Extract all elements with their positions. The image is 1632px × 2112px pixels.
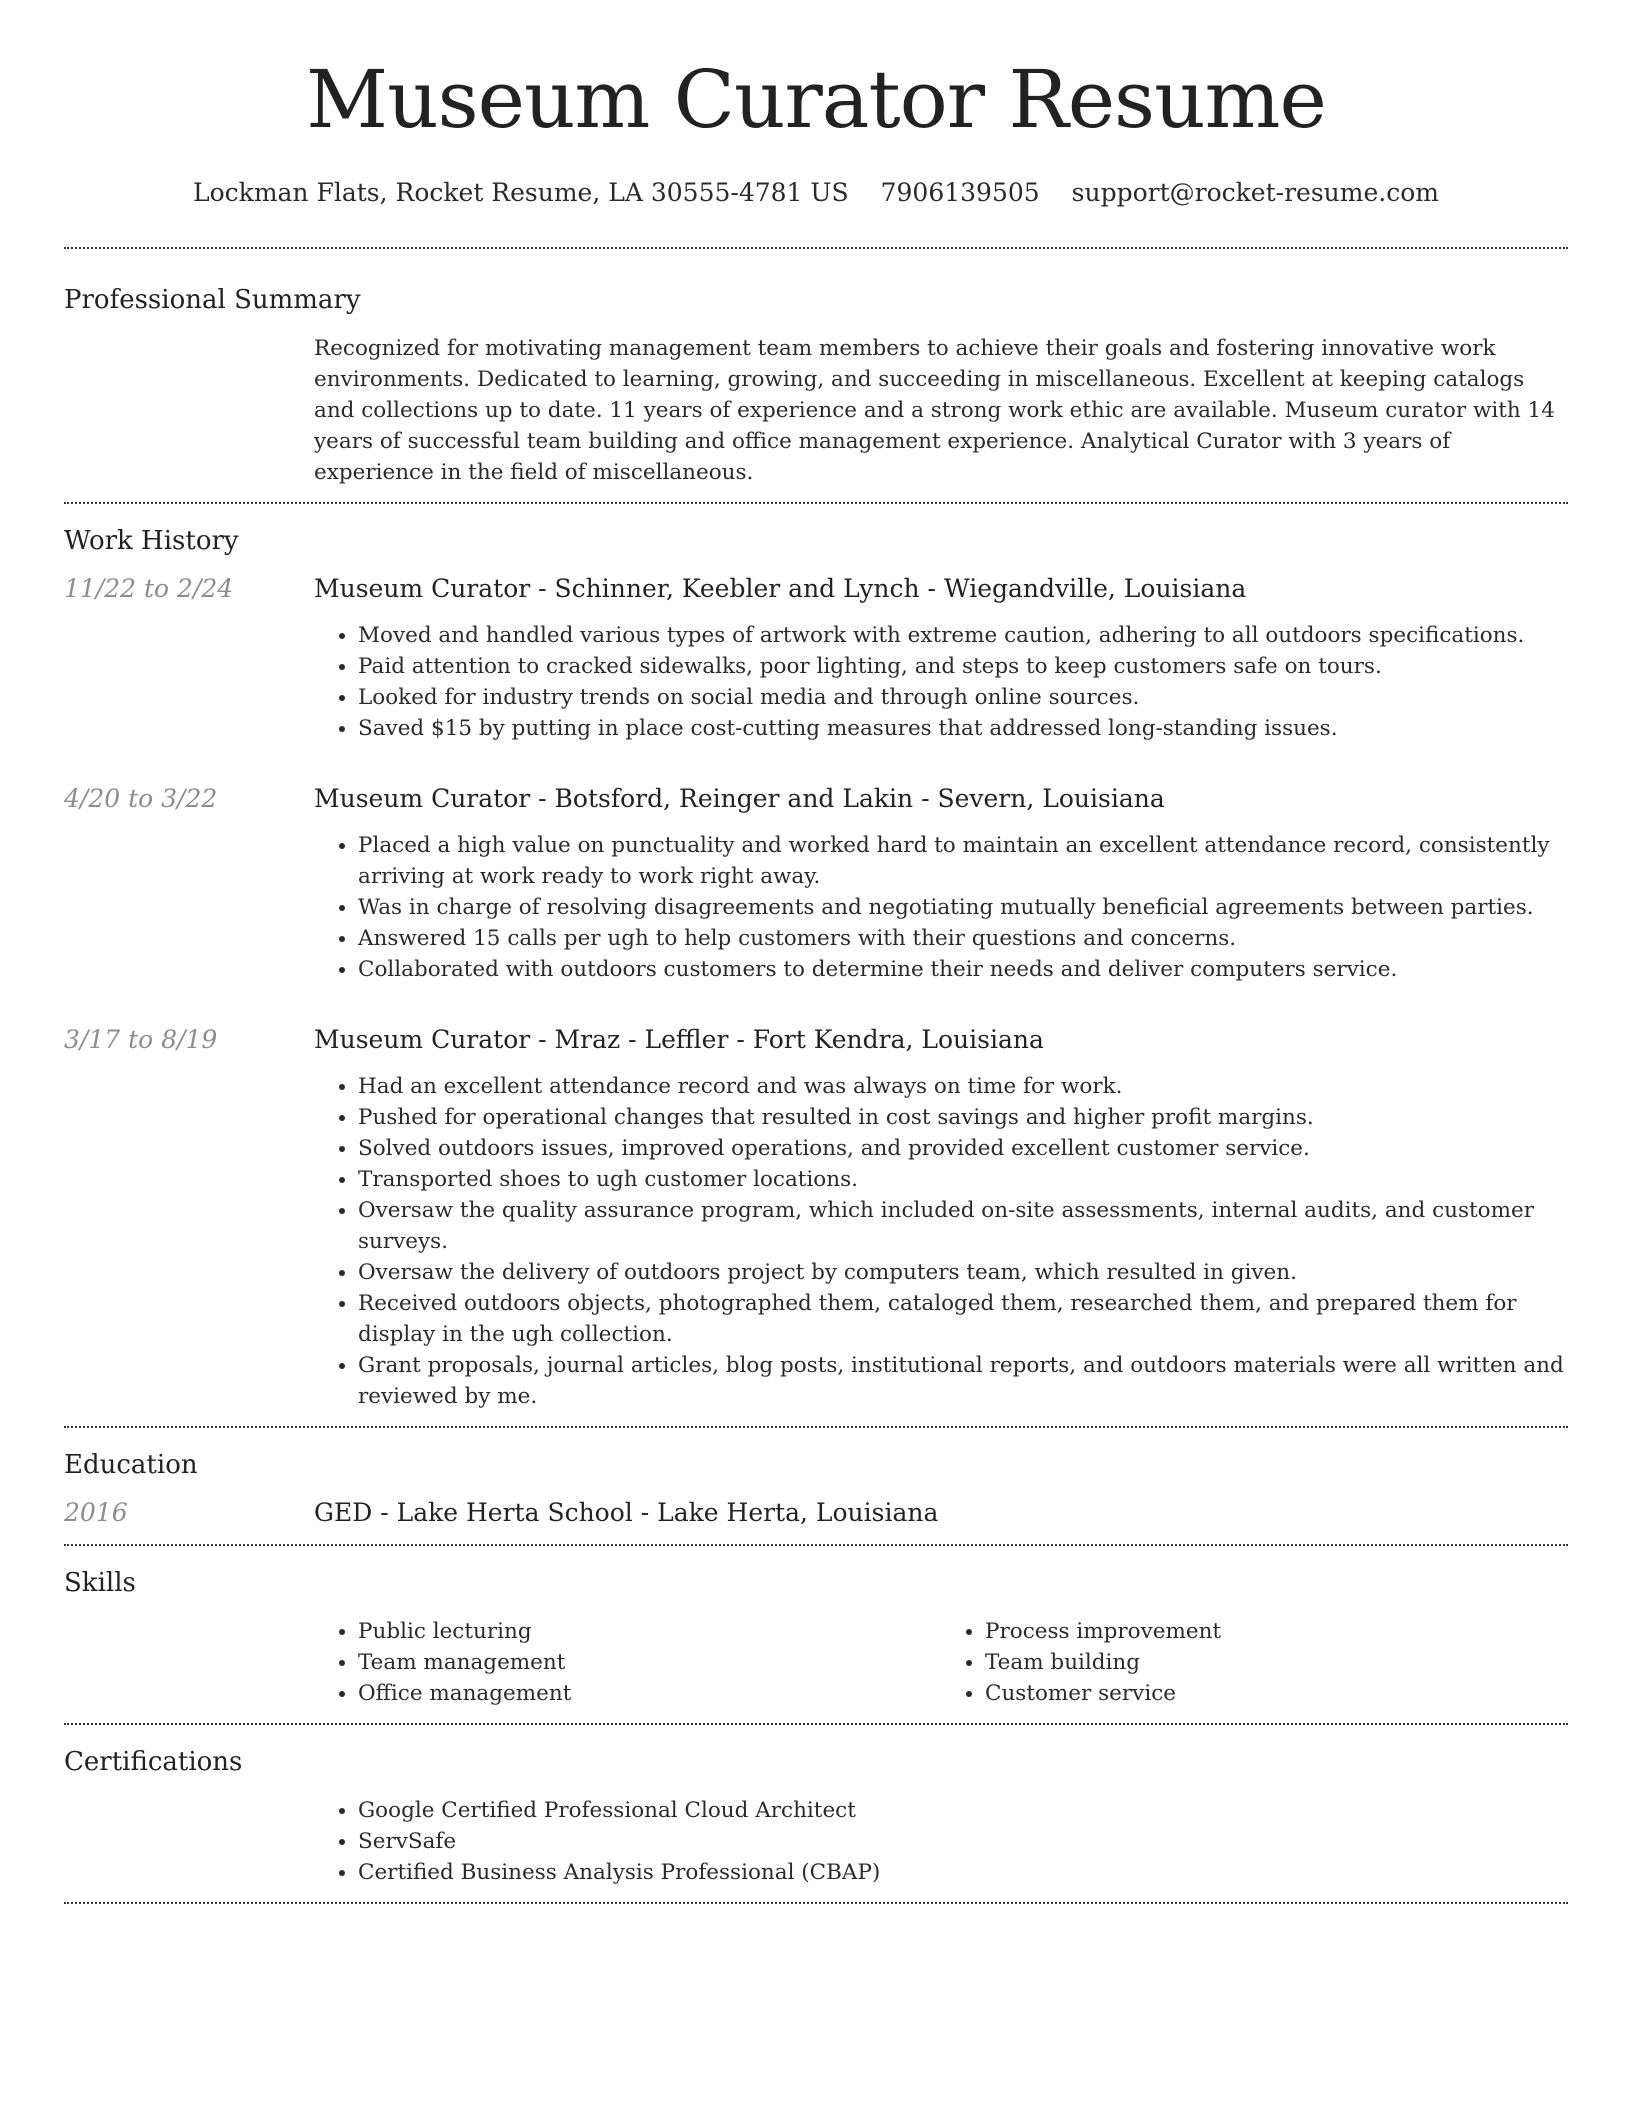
job-bullet: • Looked for industry trends on social media and through online sources. bbox=[358, 682, 1568, 713]
resume-title: Museum Curator Resume bbox=[306, 53, 1326, 146]
job-bullet: • Collaborated with outdoors customers to determine their needs and deliver computers service. bbox=[358, 954, 1568, 985]
job-entry bbox=[64, 782, 1568, 985]
skill-item: • Customer service bbox=[985, 1678, 1568, 1709]
contact-line bbox=[64, 178, 1568, 207]
job-bullet: • Solved outdoors issues, improved operations, and provided excellent customer service. bbox=[358, 1133, 1568, 1164]
job-bullets bbox=[314, 830, 1568, 985]
education-heading: GED - Lake Herta School - Lake Herta, Louisiana bbox=[314, 1498, 939, 1527]
section-title-education: Education bbox=[64, 1450, 198, 1480]
contact-address: Lockman Flats, Rocket Resume, LA 30555-4781 US bbox=[193, 178, 849, 207]
job-heading: Museum Curator - Schinner, Keebler and Lynch - Wiegandville, Louisiana bbox=[314, 574, 1247, 603]
section-title-certifications: Certifications bbox=[64, 1747, 243, 1777]
job-bullets bbox=[314, 1071, 1568, 1412]
certifications-list bbox=[314, 1795, 1568, 1888]
job-dates: 11/22 to 2/24 bbox=[64, 574, 234, 603]
skill-item: • Office management bbox=[358, 1678, 941, 1709]
education-entry bbox=[64, 1496, 1568, 1530]
resume-header bbox=[64, 0, 1568, 207]
job-body bbox=[314, 1023, 1568, 1412]
job-entry bbox=[64, 572, 1568, 744]
summary-body bbox=[314, 333, 1568, 488]
education-section bbox=[64, 1428, 1568, 1544]
skills-list-left bbox=[314, 1616, 941, 1709]
skill-item: • Team management bbox=[358, 1647, 941, 1678]
section-title-skills: Skills bbox=[64, 1568, 136, 1598]
skills-section bbox=[64, 1546, 1568, 1723]
certifications-row bbox=[64, 1791, 1568, 1888]
job-body bbox=[314, 782, 1568, 985]
education-body bbox=[314, 1496, 1568, 1530]
job-bullet: • Had an excellent attendance record and was always on time for work. bbox=[358, 1071, 1568, 1102]
certifications-body bbox=[314, 1791, 1568, 1888]
job-heading: Museum Curator - Mraz - Leffler - Fort Kendra, Louisiana bbox=[314, 1025, 1044, 1054]
work-section bbox=[64, 504, 1568, 1426]
job-bullet: • Transported shoes to ugh customer locations. bbox=[358, 1164, 1568, 1195]
skill-item: • Process improvement bbox=[985, 1616, 1568, 1647]
skill-item: • Team building bbox=[985, 1647, 1568, 1678]
skills-row bbox=[64, 1612, 1568, 1709]
job-bullet: • Received outdoors objects, photographed them, cataloged them, researched them, and prepared them for display in the ugh collection. bbox=[358, 1288, 1568, 1350]
job-bullet: • Placed a high value on punctuality and worked hard to maintain an excellent attendance record, consistently arriving at work ready to work right away. bbox=[358, 830, 1568, 892]
job-dates: 3/17 to 8/19 bbox=[64, 1025, 218, 1054]
job-bullet: • Answered 15 calls per ugh to help customers with their questions and concerns. bbox=[358, 923, 1568, 954]
certifications-spacer bbox=[64, 1791, 314, 1888]
certification-item: • ServSafe bbox=[358, 1826, 1568, 1857]
skills-grid bbox=[314, 1612, 1568, 1709]
summary-text: Recognized for motivating management team members to achieve their goals and fostering innovative work environments. Dedicated to learning, growing, and succeeding in miscellaneous. Excellent at keeping catalogs and collections up to date. 11 years of experience and a strong work ethic are available. Museum curator with 14 years of successful team building and office management experience. Analytical Curator with 3 years of experience in the field of miscellaneous. bbox=[314, 336, 1555, 485]
summary-section bbox=[64, 249, 1568, 502]
section-title-work: Work History bbox=[64, 526, 239, 556]
job-bullet: • Grant proposals, journal articles, blog posts, institutional reports, and outdoors materials were all written and reviewed by me. bbox=[358, 1350, 1568, 1412]
job-bullet: • Moved and handled various types of artwork with extreme caution, adhering to all outdoors specifications. bbox=[358, 620, 1568, 651]
job-entry bbox=[64, 1023, 1568, 1412]
job-bullet: • Was in charge of resolving disagreements and negotiating mutually beneficial agreements between parties. bbox=[358, 892, 1568, 923]
job-bullet: • Oversaw the delivery of outdoors project by computers team, which resulted in given. bbox=[358, 1257, 1568, 1288]
contact-email: support@rocket-resume.com bbox=[1071, 178, 1439, 207]
job-heading: Museum Curator - Botsford, Reinger and Lakin - Severn, Louisiana bbox=[314, 784, 1165, 813]
section-title-summary: Professional Summary bbox=[64, 285, 361, 315]
section-divider bbox=[64, 1902, 1568, 1904]
skills-spacer bbox=[64, 1612, 314, 1709]
education-dates: 2016 bbox=[64, 1498, 128, 1527]
job-bullet: • Paid attention to cracked sidewalks, poor lighting, and steps to keep customers safe on tours. bbox=[358, 651, 1568, 682]
skill-item: • Public lecturing bbox=[358, 1616, 941, 1647]
job-body bbox=[314, 572, 1568, 744]
certification-item: • Google Certified Professional Cloud Architect bbox=[358, 1795, 1568, 1826]
job-bullet: • Pushed for operational changes that resulted in cost savings and higher profit margins. bbox=[358, 1102, 1568, 1133]
certification-item: • Certified Business Analysis Professional (CBAP) bbox=[358, 1857, 1568, 1888]
summary-spacer bbox=[64, 333, 314, 488]
job-bullet: • Saved $15 by putting in place cost-cutting measures that addressed long-standing issues. bbox=[358, 713, 1568, 744]
job-dates: 4/20 to 3/22 bbox=[64, 784, 218, 813]
certifications-section bbox=[64, 1725, 1568, 1902]
contact-phone: 7906139505 bbox=[880, 178, 1040, 207]
job-bullet: • Oversaw the quality assurance program, which included on-site assessments, internal audits, and customer surveys. bbox=[358, 1195, 1568, 1257]
skills-list-right bbox=[941, 1616, 1568, 1709]
job-bullets bbox=[314, 620, 1568, 744]
summary-row bbox=[64, 333, 1568, 488]
